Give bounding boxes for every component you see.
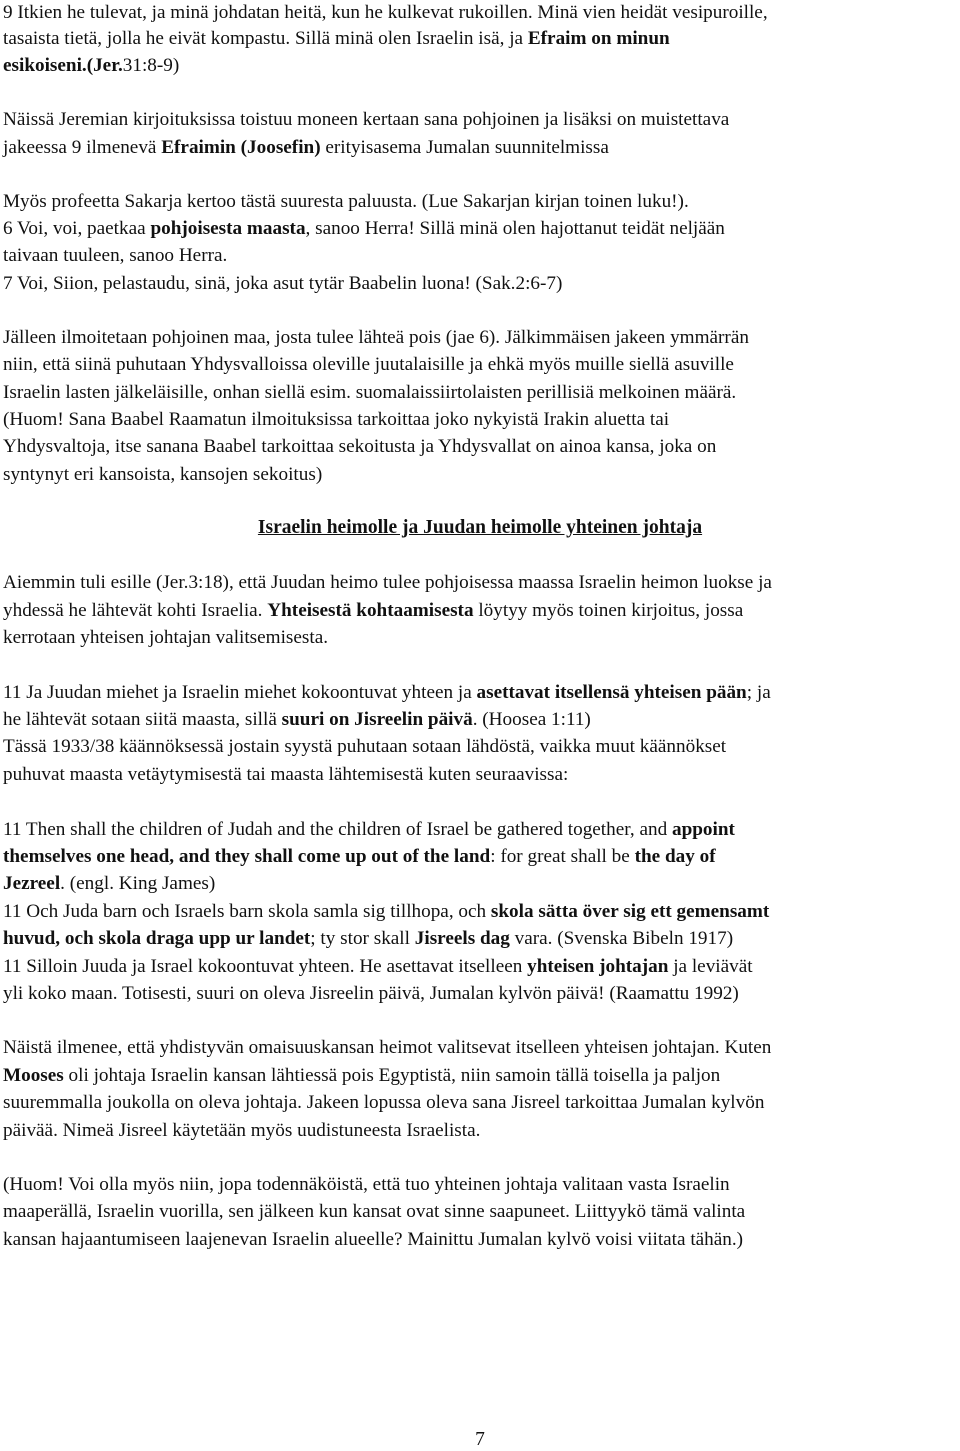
text-run: ; ty stor skall <box>310 928 415 949</box>
text-run: Israelin lasten jälkeläisille, onhan siellä esim. suomalaissiirtolaisten perillisiä melkoinen määrä. <box>3 382 737 403</box>
text-run: kansan hajaantumiseen laajenevan Israelin alueelle? Mainittu Jumalan kylvö voisi viitata tähän.) <box>3 1229 744 1250</box>
text-line <box>3 900 769 924</box>
bold-text: skola sätta över sig ett gemensamt <box>490 901 770 922</box>
text-run: erityisasema Jumalan suunnitelmissa <box>320 137 609 158</box>
text-run: : for great shall be <box>490 846 635 867</box>
text-line <box>3 1 768 25</box>
text-line <box>3 27 670 51</box>
text-run: kerrotaan yhteisen johtajan valitsemisesta. <box>3 627 329 648</box>
text-run: 11 Then shall the children of Judah and the children of Israel be gathered together, and <box>3 819 672 840</box>
bold-text: Mooses <box>3 1065 64 1086</box>
text-run: oli johtaja Israelin kansan lähtiessä pois Egyptistä, niin samoin tällä toisella ja paljon <box>63 1065 721 1086</box>
text-line <box>3 599 743 623</box>
text-line <box>3 108 729 132</box>
text-line <box>3 872 215 896</box>
text-line <box>3 190 689 214</box>
bold-text: Jisreels dag <box>414 928 510 949</box>
text-line <box>3 626 328 650</box>
text-run: Näistä ilmenee, että yhdistyvän omaisuuskansan heimot valitsevat itselleen yhteisen johtajan. Kuten <box>3 1037 772 1058</box>
bold-text: Efraim on minun <box>527 28 670 49</box>
text-line <box>3 244 227 268</box>
text-run: (Huom! Sana Baabel Raamatun ilmoituksissa tarkoittaa joko nykyistä Irakin aluetta tai <box>3 409 670 430</box>
text-run: (Huom! Voi olla myös niin, jopa todennäköistä, että tuo yhteinen johtaja valitaan vasta Israelin <box>3 1174 730 1195</box>
text-line <box>3 1173 730 1197</box>
bold-text: appoint <box>671 819 735 840</box>
text-run: Aiemmin tuli esille (Jer.3:18), että Juudan heimo tulee pohjoisessa maassa Israelin heimon luokse ja <box>3 572 772 593</box>
bold-text: esikoiseni.(Jer. <box>3 55 123 76</box>
text-run: ; ja <box>746 682 771 703</box>
text-run: Yhdysvaltoja, itse sanana Baabel tarkoittaa sekoitusta ja Yhdysvallat on ainoa kansa, joka on <box>3 436 717 457</box>
text-line <box>3 353 734 377</box>
text-line <box>3 1228 743 1252</box>
text-line <box>3 54 179 78</box>
bold-text: suuri on Jisreelin päivä <box>281 709 473 730</box>
text-line <box>3 982 739 1006</box>
text-line <box>3 463 322 487</box>
text-line <box>3 1119 480 1143</box>
text-run: maaperällä, Israelin vuorilla, sen jälkeen kun kansat ovat sinne saapuneet. Liittyykö tämä valinta <box>3 1201 746 1222</box>
text-run: löytyy myös toinen kirjoitus, jossa <box>473 600 744 621</box>
text-line <box>3 681 771 705</box>
text-line <box>3 408 669 432</box>
text-run: Näissä Jeremian kirjoituksissa toistuu moneen kertaan sana pohjoinen ja lisäksi on muistettava <box>3 109 730 130</box>
page-number: 7 <box>475 1429 485 1450</box>
text-run: ja leviävät <box>668 956 753 977</box>
bold-text: yhteisen johtajan <box>527 956 669 977</box>
text-line <box>3 845 716 869</box>
text-run: niin, että siinä puhutaan Yhdysvalloissa oleville juutalaisille ja ehkä myös muille siellä asuville <box>3 354 734 375</box>
text-run: , sanoo Herra! Sillä minä olen hajottanut teidät neljään <box>305 218 725 239</box>
text-line <box>3 381 736 405</box>
text-run: jakeessa 9 ilmenevä <box>3 137 162 158</box>
text-run: 6 Voi, voi, paetkaa <box>3 218 151 239</box>
text-run: 31:8-9) <box>122 55 180 76</box>
text-run: he lähtevät sotaan siitä maasta, sillä <box>3 709 282 730</box>
text-run: yli koko maan. Totisesti, suuri on oleva Jisreelin päivä, Jumalan kylvön päivä! (Raamattu 1992) <box>3 983 739 1004</box>
text-run: . (Hoosea 1:11) <box>472 709 591 730</box>
text-run: . (engl. King James) <box>60 873 216 894</box>
bold-text: pohjoisesta maasta <box>150 218 306 239</box>
text-run: suuremmalla joukolla on oleva johtaja. Jakeen lopussa oleva sana Jisreel tarkoittaa Jumalan kylvön <box>3 1092 765 1113</box>
text-run: syntynyt eri kansoista, kansojen sekoitus) <box>3 464 323 485</box>
text-line <box>3 1036 771 1060</box>
text-run: puhuvat maasta vetäytymisestä tai maasta lähtemisestä kuten seuraavissa: <box>3 764 569 785</box>
text-run: 11 Silloin Juuda ja Israel kokoontuvat yhteen. He asettavat itselleen <box>3 956 528 977</box>
text-line <box>3 818 735 842</box>
bold-text: asettavat itsellensä yhteisen pään <box>476 682 747 703</box>
bold-text: Jezreel <box>3 873 61 894</box>
text-line <box>3 708 591 732</box>
text-line <box>3 326 749 350</box>
text-run: tasaista tietä, jolla he eivät kompastu. Sillä minä olen Israelin isä, ja <box>3 28 528 49</box>
text-line <box>3 571 772 595</box>
bold-text: Efraimin (Joosefin) <box>161 137 321 158</box>
text-line <box>3 136 609 160</box>
text-run: Jälleen ilmoitetaan pohjoinen maa, josta tulee lähteä pois (jae 6). Jälkimmäisen jakeen ymmärrän <box>3 327 749 348</box>
text-line <box>3 1200 745 1224</box>
text-run: Tässä 1933/38 käännöksessä jostain syystä puhutaan sotaan lähdöstä, vaikka muut käännökset <box>3 736 727 757</box>
text-run: Myös profeetta Sakarja kertoo tästä suuresta paluusta. (Lue Sakarjan kirjan toinen luku!). <box>3 191 689 212</box>
text-line <box>3 955 753 979</box>
text-run: vara. (Svenska Bibeln 1917) <box>509 928 734 949</box>
bold-text: huvud, och skola draga upp ur landet <box>3 928 311 949</box>
text-line <box>3 1064 720 1088</box>
text-line <box>3 272 562 296</box>
text-run: 11 Ja Juudan miehet ja Israelin miehet kokoontuvat yhteen ja <box>3 682 477 703</box>
text-run: taivaan tuuleen, sanoo Herra. <box>3 245 228 266</box>
text-line <box>3 1091 764 1115</box>
text-line <box>3 763 568 787</box>
text-line <box>3 927 733 951</box>
text-run: 9 Itkien he tulevat, ja minä johdatan heitä, kun he kulkevat rukoillen. Minä vien heidät vesipuroille, <box>3 2 768 23</box>
text-line <box>3 735 726 759</box>
section-heading: Israelin heimolle ja Juudan heimolle yhteinen johtaja <box>257 517 703 538</box>
text-run: 7 Voi, Siion, pelastaudu, sinä, joka asut tytär Baabelin luona! (Sak.2:6-7) <box>3 273 563 294</box>
bold-text: themselves one head, and they shall come up out of the land <box>3 846 491 867</box>
bold-text: the day of <box>634 846 716 867</box>
text-run: 11 Och Juda barn och Israels barn skola samla sig tillhopa, och <box>3 901 491 922</box>
text-run: päivää. Nimeä Jisreel käytetään myös uudistuneesta Israelista. <box>3 1120 481 1141</box>
text-run: yhdessä he lähtevät kohti Israelia. <box>3 600 268 621</box>
bold-text: Yhteisestä kohtaamisesta <box>267 600 474 621</box>
text-line <box>3 217 725 241</box>
text-line <box>3 435 716 459</box>
